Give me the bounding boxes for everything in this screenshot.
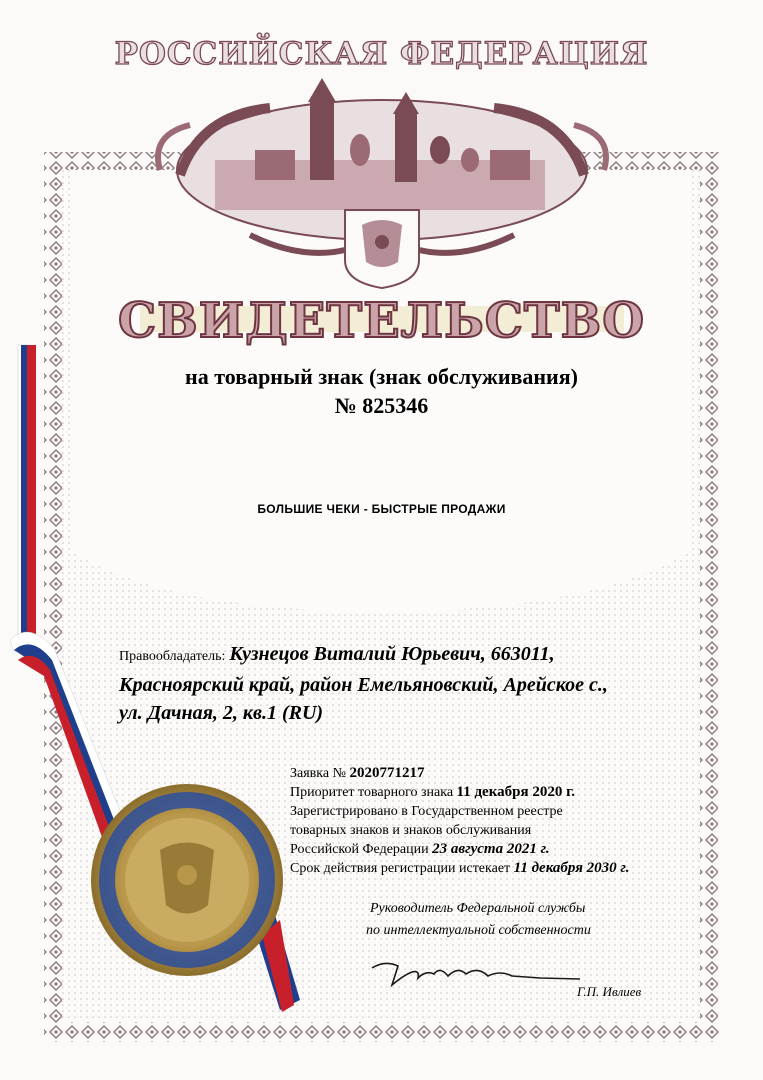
country-heading: РОССИЙСКАЯ ФЕДЕРАЦИЯ [114, 36, 649, 72]
rights-holder-line-2: Красноярский край, район Емельяновский, Арейское с., [119, 674, 608, 696]
rights-holder-line-1: Кузнецов Виталий Юрьевич, 663011, [229, 643, 555, 665]
position-line-2: по интеллектуальной собственности [366, 923, 591, 938]
registration-details [290, 764, 630, 878]
rights-holder-label: Правообладатель: [119, 649, 226, 664]
rights-holder-line-3: ул. Дачная, 2, кв.1 (RU) [119, 702, 324, 724]
official-seal [92, 785, 282, 975]
validity-date: 11 декабря 2030 г. [513, 860, 630, 876]
certificate-number: № 825346 [334, 393, 429, 418]
priority-label: Приоритет товарного знака [290, 785, 454, 800]
certificate-title: СВИДЕТЕЛЬСТВО [117, 293, 646, 349]
application-number: 2020771217 [349, 765, 425, 781]
registered-line-1: Зарегистрировано в Государственном реестре [290, 804, 563, 819]
trademark-text: БОЛЬШИЕ ЧЕКИ - БЫСТРЫЕ ПРОДАЖИ [257, 502, 506, 516]
registered-line-2: товарных знаков и знаков обслуживания [290, 823, 532, 838]
rights-holder-block [119, 640, 679, 727]
application-label: Заявка № [290, 766, 346, 781]
position-line-1: Руководитель Федеральной службы [370, 901, 586, 916]
signer-name: Г.П. Ивлиев [577, 984, 642, 999]
registered-date: 23 августа 2021 г. [432, 841, 550, 857]
registered-line-3: Российской Федерации [290, 842, 429, 857]
certificate-subtitle: на товарный знак (знак обслуживания) [185, 364, 578, 389]
validity-label: Срок действия регистрации истекает [290, 861, 511, 876]
signatory-position [340, 898, 660, 942]
priority-date: 11 декабря 2020 г. [456, 784, 575, 800]
